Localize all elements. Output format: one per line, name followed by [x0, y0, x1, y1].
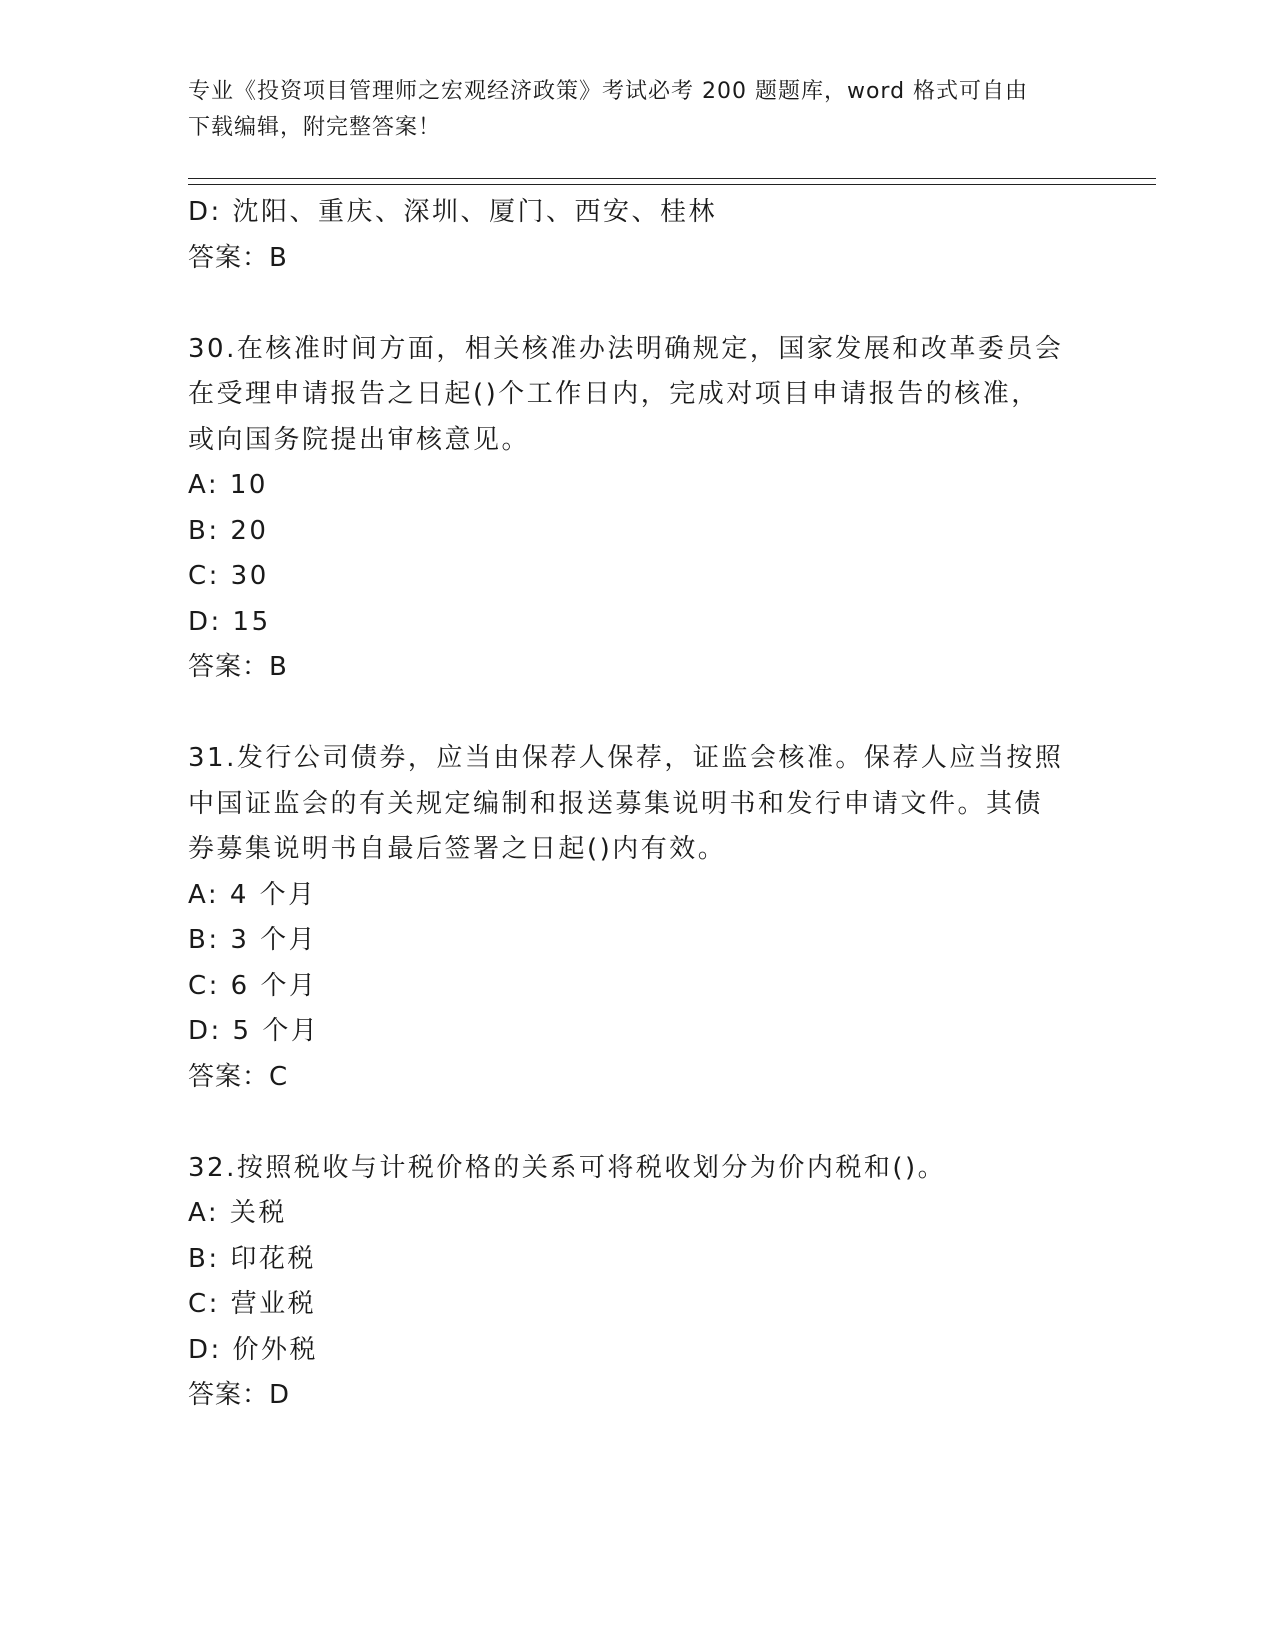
option-d: D: 15: [188, 606, 271, 637]
question-32: [188, 1146, 1088, 1419]
option-b: B: 印花税: [188, 1243, 316, 1274]
stem-line: 中国证监会的有关规定编制和报送募集说明书和发行申请文件。其债: [188, 788, 1044, 819]
answer-line: 答案：C: [188, 1061, 289, 1092]
option-b: B: 20: [188, 515, 269, 546]
header-rule-top: [188, 178, 1156, 179]
question-gap: [188, 281, 1088, 327]
stem-line: 在受理申请报告之日起()个工作日内，完成对项目申请报告的核准，: [188, 379, 1040, 409]
question-gap: [188, 691, 1088, 737]
option-d: D: 价外税: [188, 1334, 319, 1365]
stem-line: 31.发行公司债券，应当由保荐人保荐，证监会核准。保荐人应当按照: [188, 743, 1064, 773]
stem-line: 或向国务院提出审核意见。: [188, 424, 531, 455]
option-d: D: 沈阳、重庆、深圳、厦门、西安、桂林: [188, 197, 718, 227]
stem-line: 券募集说明书自最后签署之日起()内有效。: [188, 834, 727, 864]
question-stem: [188, 1146, 1088, 1192]
option-a: A: 10: [188, 470, 268, 500]
answer-line: 答案：B: [188, 242, 288, 273]
option-d: D: 5 个月: [188, 1016, 320, 1046]
question-gap: [188, 1100, 1088, 1146]
option-c: C: 营业税: [188, 1289, 317, 1319]
option-c: C: 6 个月: [188, 970, 318, 1001]
question-30: [188, 327, 1088, 691]
question-31: [188, 736, 1088, 1100]
option-b: B: 3 个月: [188, 925, 318, 955]
header-line-1: 专业《投资项目管理师之宏观经济政策》考试必考 200 题题库，word 格式可自由: [188, 79, 1029, 104]
document-header: [188, 74, 1088, 146]
answer-line: 答案：B: [188, 652, 288, 682]
question-list: [188, 190, 1088, 1419]
question-stem: [188, 736, 1088, 873]
header-rule-bottom: [188, 184, 1156, 185]
question-stem: [188, 327, 1088, 464]
option-a: A: 4 个月: [188, 879, 317, 910]
carryover-question: [188, 190, 1088, 281]
option-a: A: 关税: [188, 1198, 287, 1228]
option-c: C: 30: [188, 561, 269, 591]
answer-line: 答案：D: [188, 1380, 291, 1410]
header-line-2: 下载编辑，附完整答案！: [188, 115, 442, 140]
stem-line: 30.在核准时间方面，相关核准办法明确规定，国家发展和改革委员会: [188, 333, 1064, 364]
stem-line: 32.按照税收与计税价格的关系可将税收划分为价内税和()。: [188, 1152, 947, 1183]
